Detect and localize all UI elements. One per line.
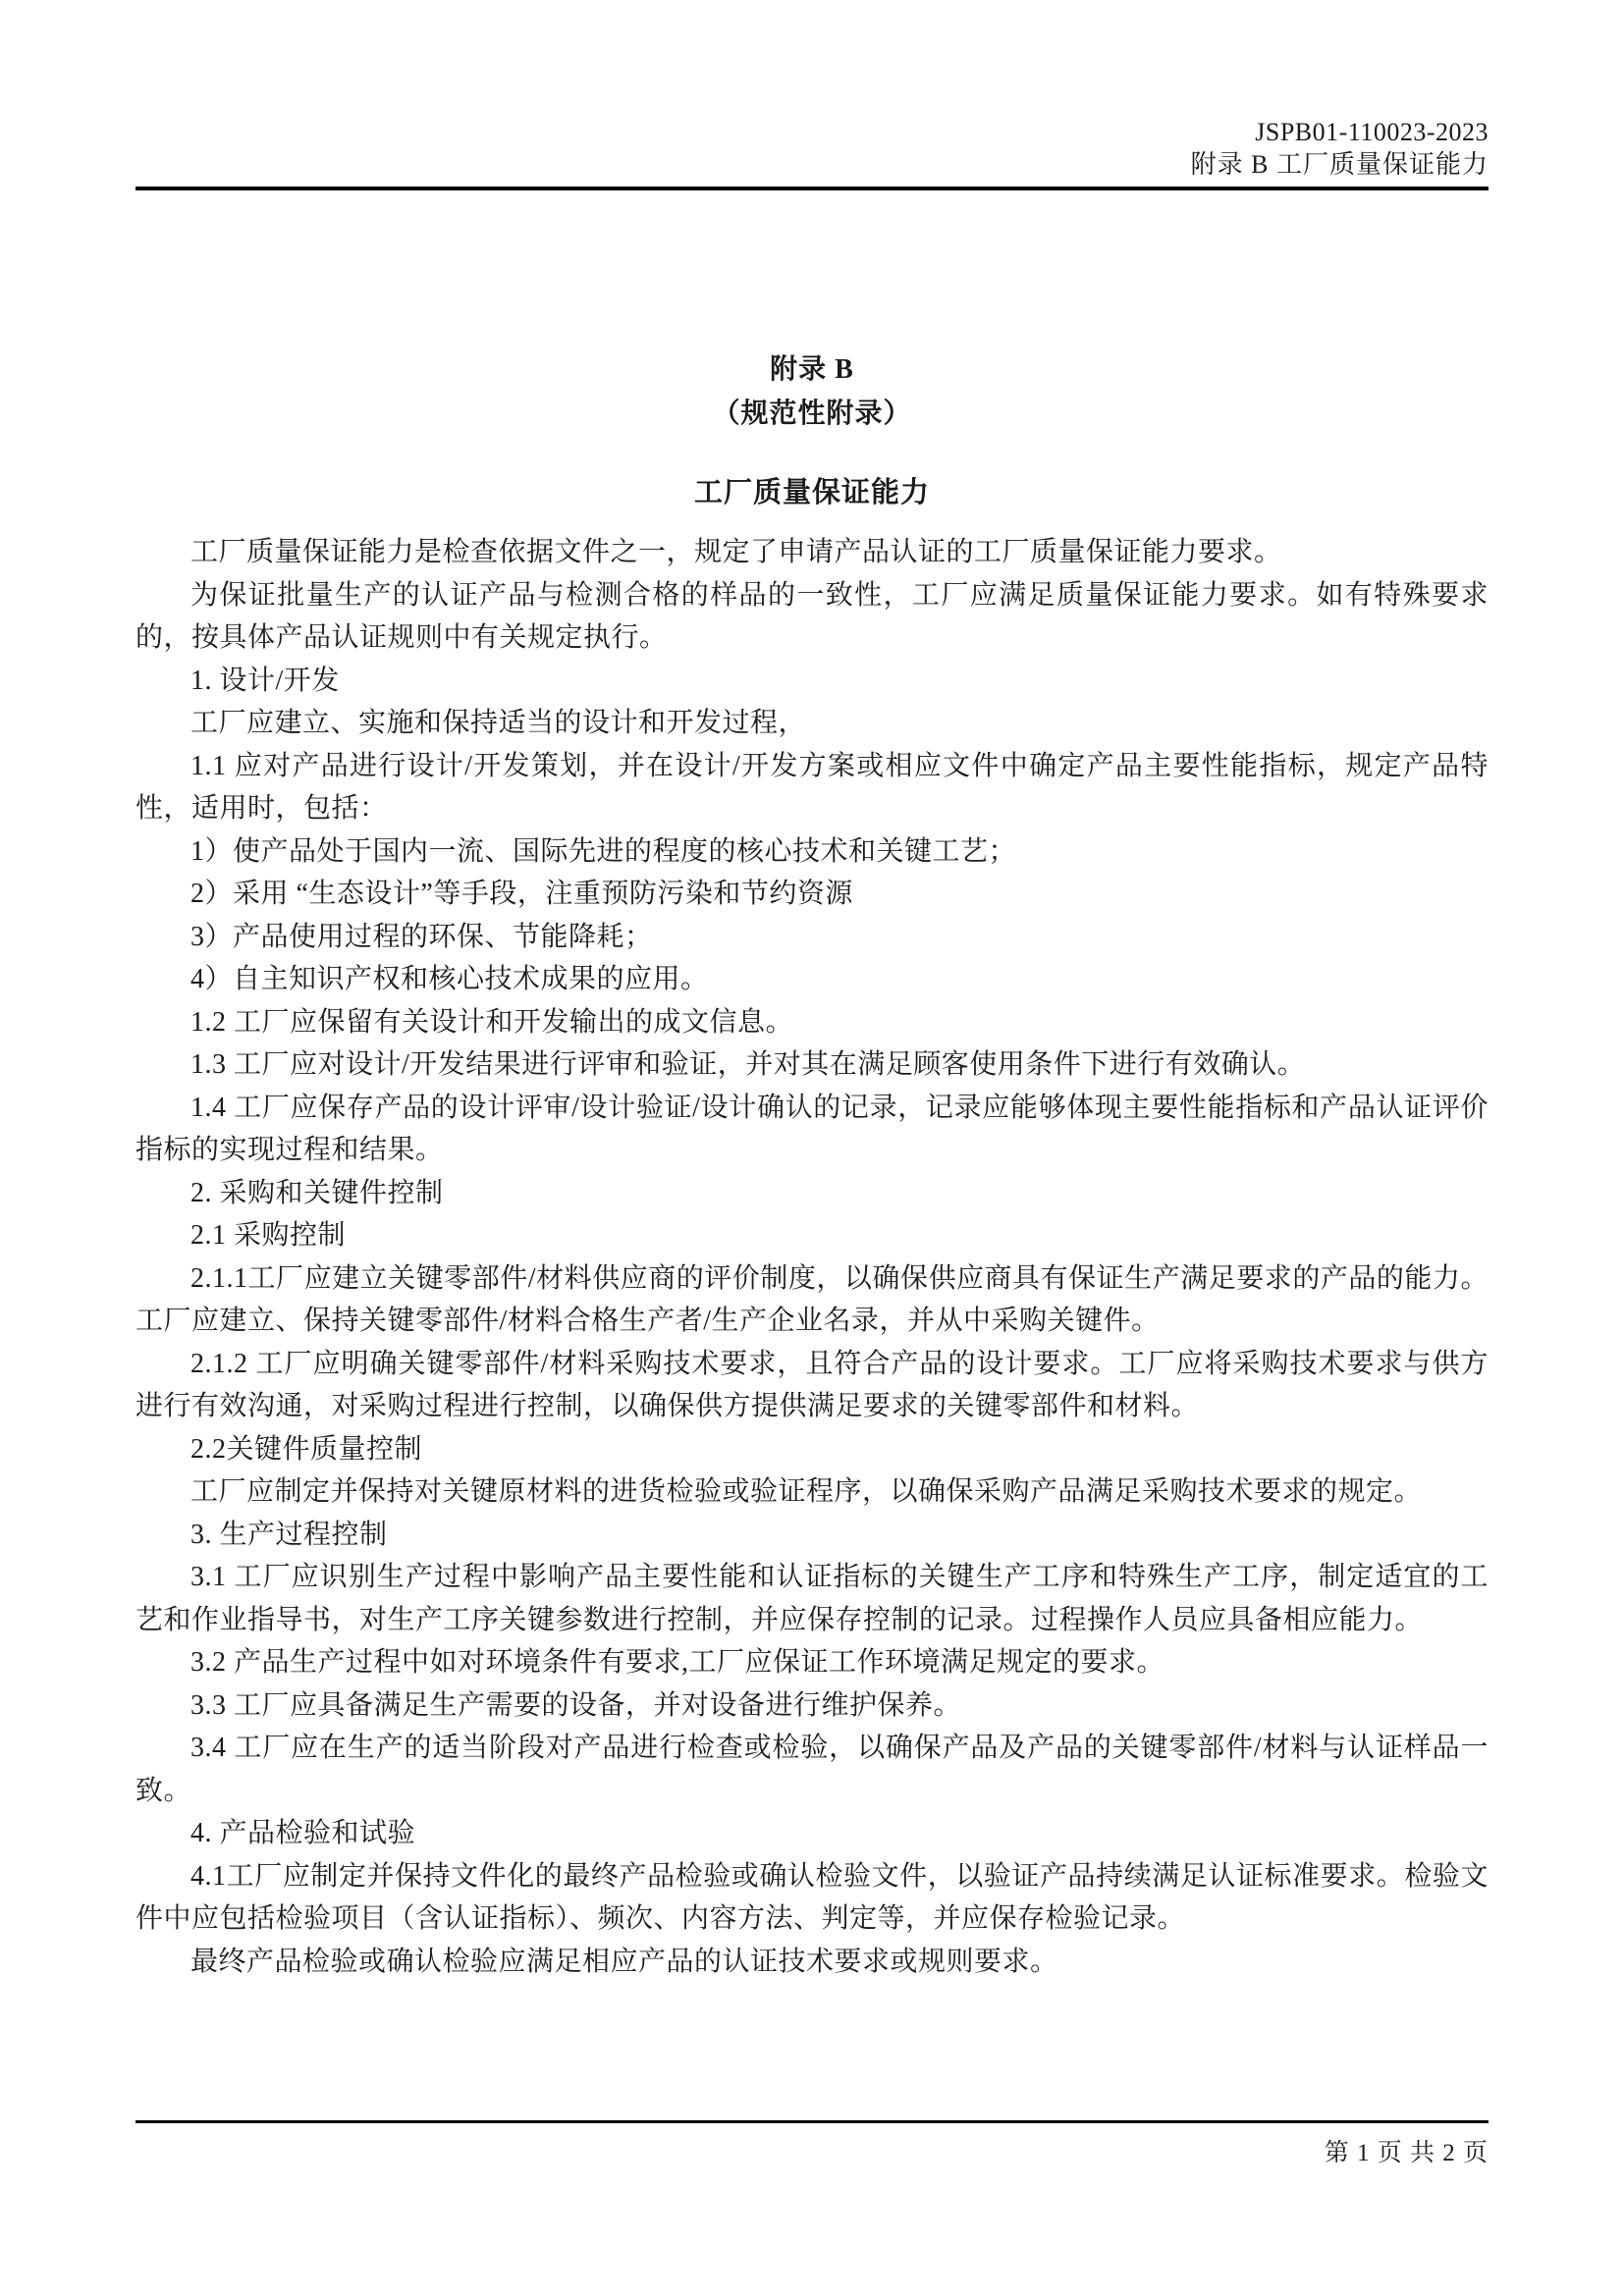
title-block xyxy=(135,347,1489,515)
paragraph: 1. 设计/开发 xyxy=(190,665,340,696)
paragraph: 3.4 工厂应在生产的适当阶段对产品进行检查或检验，以确保产品及产品的关键零部件/材料与认证样品一致。 xyxy=(135,1733,1489,1806)
paragraph: 2.1 采购控制 xyxy=(190,1220,347,1251)
paragraph: 1.4 工厂应保存产品的设计评审/设计验证/设计确认的记录，记录应能够体现主要性能指标和产品认证评价指标的实现过程和结果。 xyxy=(135,1092,1489,1165)
appendix-title: 附录 B xyxy=(770,354,854,385)
page-number: 第 1 页 共 2 页 xyxy=(1324,2140,1489,2166)
paragraph: 3.2 产品生产过程中如对环境条件有要求,工厂应保证工作环境满足规定的要求。 xyxy=(190,1647,1165,1678)
paragraph: 3）产品使用过程的环保、节能降耗； xyxy=(190,921,653,952)
paragraph: 1.1 应对产品进行设计/开发策划，并在设计/开发方案或相应文件中确定产品主要性能指标，规定产品特性，适用时，包括： xyxy=(135,750,1489,824)
paragraph: 4.1工厂应制定并保持文件化的最终产品检验或确认检验文件，以验证产品持续满足认证标准要求。检验文件中应包括检验项目（含认证指标）、频次、内容方法、判定等，并应保存检验记录。 xyxy=(135,1860,1489,1934)
header-doc-number: JSPB01-110023-2023 xyxy=(1255,118,1489,146)
paragraph: 为保证批量生产的认证产品与检测合格的样品的一致性，工厂应满足质量保证能力要求。如有特殊要求的，按具体产品认证规则中有关规定执行。 xyxy=(135,579,1489,653)
paragraph: 1）使产品处于国内一流、国际先进的程度的核心技术和关键工艺； xyxy=(190,835,1017,867)
paragraph: 3.1 工厂应识别生产过程中影响产品主要性能和认证指标的关键生产工序和特殊生产工序，制定适宜的工艺和作业指导书，对生产工序关键参数进行控制，并应保存控制的记录。过程操作人员应具备相应能力。 xyxy=(135,1562,1489,1635)
paragraph: 4. 产品检验和试验 xyxy=(190,1818,416,1848)
paragraph: 2）采用 “生态设计”等手段，注重预防污染和节约资源 xyxy=(190,879,853,909)
paragraph: 2.1.1工厂应建立关键零部件/材料供应商的评价制度，以确保供应商具有保证生产满足要求的产品的能力。工厂应建立、保持关键零部件/材料合格生产者/生产企业名录，并从中采购关键件。 xyxy=(135,1262,1489,1336)
paragraph: 工厂应制定并保持对关键原材料的进货检验或验证程序，以确保采购产品满足采购技术要求的规定。 xyxy=(190,1476,1423,1507)
paragraph: 2. 采购和关键件控制 xyxy=(190,1177,444,1208)
document-header xyxy=(135,116,1489,190)
section-heading: 工厂质量保证能力 xyxy=(693,477,930,508)
appendix-type-label: （规范性附录） xyxy=(712,399,912,429)
paragraph: 工厂应建立、实施和保持适当的设计和开发过程， xyxy=(190,708,807,738)
paragraph: 最终产品检验或确认检验应满足相应产品的认证技术要求或规则要求。 xyxy=(190,1946,1058,1977)
document-body xyxy=(135,531,1489,1983)
paragraph: 4）自主知识产权和核心技术成果的应用。 xyxy=(190,964,709,994)
paragraph: 2.1.2 工厂应明确关键零部件/材料采购技术要求，且符合产品的设计要求。工厂应将采购技术要求与供方进行有效沟通，对采购过程进行控制，以确保供方提供满足要求的关键零部件和材料。 xyxy=(135,1348,1489,1421)
header-divider xyxy=(135,187,1489,190)
header-doc-subtitle: 附录 B 工厂质量保证能力 xyxy=(1190,150,1489,179)
paragraph: 1.3 工厂应对设计/开发结果进行评审和验证，并对其在满足顾客使用条件下进行有效确认。 xyxy=(190,1049,1306,1080)
paragraph: 2.2关键件质量控制 xyxy=(190,1433,423,1465)
paragraph: 1.2 工厂应保留有关设计和开发输出的成文信息。 xyxy=(190,1006,794,1038)
document-footer xyxy=(135,2120,1489,2296)
paragraph: 3. 生产过程控制 xyxy=(190,1519,388,1550)
paragraph: 3.3 工厂应具备满足生产需要的设备，并对设备进行维护保养。 xyxy=(190,1689,962,1721)
paragraph: 工厂质量保证能力是检查依据文件之一，规定了申请产品认证的工厂质量保证能力要求。 xyxy=(190,537,1282,567)
